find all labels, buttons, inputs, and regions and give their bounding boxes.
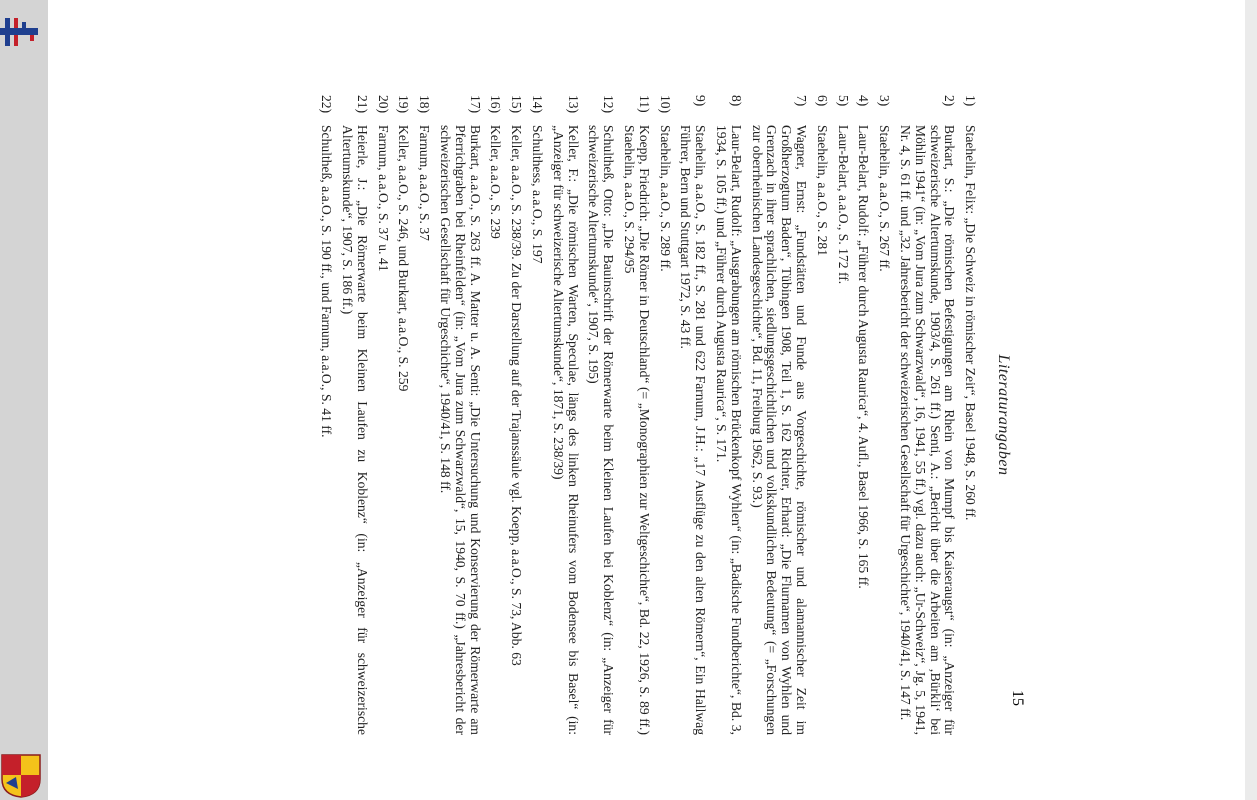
- reference-number: 13): [565, 95, 581, 114]
- page-heading: Literaturangaben: [995, 354, 1012, 476]
- reference-text: Koepp, Friedrich: „Die Römer in Deutschland“ (= „Monographien zur Weltgeschichte“, Bd. 22, 1926, S. 89 ff.) Staehelin, a.a.O., S. 294/95: [622, 125, 652, 735]
- reference-number: 17): [467, 95, 483, 114]
- viewer-sidebar: [0, 0, 48, 800]
- reference-text: Burkart, a.a.O., S. 263 ff. A. Matter u. A. Senti: „Die Untersuchung und Konservierung der Römerwarte am Pferrichgraben bei Rheinfelden“ (in: „Vom Jura zum Schwarzwald“, 15, 1940, S. 70 ff.) „Jahresbericht der schweizerischen Gesellschaft für Urgeschichte“, 1940/41, S. 148 ff.: [438, 125, 483, 735]
- reference-entry: [897, 95, 956, 735]
- reference-number: 2): [942, 95, 958, 107]
- page-number: 15: [1009, 690, 1026, 706]
- reference-number: 11): [636, 95, 652, 113]
- reference-number: 10): [657, 95, 673, 114]
- reference-number: 18): [417, 95, 433, 114]
- reference-number: 21): [354, 95, 370, 114]
- reference-number: 3): [877, 95, 893, 107]
- reference-entry: [488, 95, 503, 735]
- viewer-right-strip: [1245, 0, 1257, 800]
- reference-number: 19): [396, 95, 412, 114]
- reference-text: Staehelin, a.a.O., S. 281: [814, 125, 830, 257]
- reference-number: 15): [509, 95, 525, 114]
- reference-entry: [396, 95, 411, 735]
- reference-number: 14): [530, 95, 546, 114]
- reference-text: Farnum, a.a.O., S. 37 u. 41: [375, 125, 391, 272]
- reference-entry: [417, 95, 432, 735]
- reference-entry: [508, 95, 523, 735]
- reference-text: Laur-Belart, Rudolf: „Führer durch Augusta Raurica“, 4. Aufl., Basel 1966, S. 165 ff.: [856, 125, 872, 589]
- reference-entry: [375, 95, 390, 735]
- reference-text: Schultheß, a.a.O., S. 190 ff., und Farnum, a.a.O., S. 41 ff.: [319, 125, 335, 438]
- reference-number: 20): [375, 95, 391, 114]
- reference-text: Keller, a.a.O., S. 238/39. Zu der Darstellung auf der Trajanssäule vgl. Koepp, a.a.O., S. 73, Abb. 63: [509, 125, 525, 666]
- reference-number: 4): [856, 95, 872, 107]
- reference-entry: [621, 95, 651, 735]
- reference-text: Staehelin, Felix: „Die Schweiz in römischer Zeit“, Basel 1948, S. 260 ff.: [963, 125, 979, 521]
- references-list: [313, 95, 1016, 735]
- reference-text: Heierle, J.: „Die Römerwarte beim Kleinen Laufen zu Koblenz“ (in: „Anzeiger für schweizerische Altertumskunde“, 1907, S. 186 ff.): [340, 125, 370, 735]
- reference-entry: [876, 95, 891, 735]
- reference-number: 6): [814, 95, 830, 107]
- reference-text: Wagner, Ernst: „Fundstätten und Funde aus Vorgeschichte, römischer und alamannischer Zeit im Großherzogtum Baden“, Tübingen 1908, Teil 1, S. 162 Richter, Erhard: „Die Flurnamen von Wyhlen und Grenzach in ihrer sprachlichen, siedlungsgeschichtlichen und volkskundlichen Bedeutung“ (= „Forschungen zur oberrheinischen Landesgeschichte“, Bd. 11, Freiburg 1962, S. 93.): [749, 125, 810, 735]
- reference-entry: [319, 95, 334, 735]
- scanned-page: [166, 0, 1046, 800]
- reference-entry: [962, 95, 977, 735]
- reference-entry: [550, 95, 580, 735]
- reference-entry: [678, 95, 708, 735]
- reference-entry: [339, 95, 369, 735]
- reference-text: Staehelin, a.a.O., S. 182 ff., S. 281 und 622 Farnum, J.H.: „17 Ausflüge zu den alten Römern“, Ein Hallwag Führer, Bern und Stuttgart 1972, S. 43 ff.: [678, 125, 709, 735]
- reference-number: 9): [693, 95, 709, 107]
- society-crest-icon: [0, 753, 42, 798]
- reference-number: 22): [319, 95, 335, 114]
- sidebar-text-rotated: [0, 0, 48, 800]
- reference-entry: [529, 95, 544, 735]
- reference-entries: [319, 95, 978, 735]
- reference-entry: [586, 95, 616, 735]
- reference-text: Farnum, a.a.O., S. 37: [417, 125, 433, 241]
- reference-number: 16): [488, 95, 504, 114]
- reference-text: Burkart, S.: „Die römischen Befestigungen am Rhein von Mumpf bis Kaiseraugst“ (in: „Anzeiger für schweizerische Altertumskunde, 1903/4, S. 261 ff.) Senti, A.: „Bericht über die Arbeiten am ‚Bürkli‘ bei Möhlin 1941“ (in: „Vom Jura zum Schwarzwald“, 16, 1941, 55 ff.) vgl. dazu auch: „Ur-Schweiz“, Jg. 5, 1941, Nr. 4, S. 61 ff. und „32. Jahresbericht der schweizerischen Gesellschaft für Urgeschichte“, 1940/41, S. 147 ff.: [898, 125, 958, 735]
- reference-text: Laur-Belart, a.a.O., S. 172 ff.: [835, 125, 851, 285]
- reference-number: 5): [835, 95, 851, 107]
- reference-number: 1): [963, 95, 979, 107]
- reference-entry: [657, 95, 672, 735]
- reference-text: Keller, a.a.O., S. 246, und Burkart, a.a.O., S. 259: [396, 125, 412, 392]
- reference-text: Staehelin, a.a.O., S. 267 ff.: [877, 125, 893, 272]
- reference-entry: [856, 95, 871, 735]
- reference-text: Keller, F.: „Die römischen Warten, Speculae, längs des linken Rheinufers vom Bodensee bis Basel“ (in: „Anzeiger für schweizerische Altertumskunde“, 1871, S. 238/39): [550, 125, 581, 735]
- reference-number: 12): [601, 95, 617, 114]
- reference-entry: [835, 95, 850, 735]
- reference-number: 8): [728, 95, 744, 107]
- reference-entry: [713, 95, 743, 735]
- reference-entry: [749, 95, 808, 735]
- reference-text: Staehelin, a.a.O., S. 289 ff.: [657, 125, 673, 272]
- reference-text: Schultheß, Otto: „Die Bauinschrift der Römerwarte beim Kleinen Laufen bei Koblenz“ (in: „Anzeiger für schweizerische Altertumskunde“, 1907, S. 195): [586, 125, 617, 735]
- reference-number: 7): [794, 95, 810, 107]
- reference-text: Laur-Belart, Rudolf: „Ausgrabungen am römischen Brückenkopf Wyhlen“ (in: „Badische Fundberichte“, Bd. 3, 1934, S. 105 ff.) und „Führer durch Augusta Raurica“, S. 171.: [714, 125, 744, 735]
- reference-text: Schulthess, a.a.O., S. 197: [530, 125, 546, 264]
- reference-text: Keller, a.a.O., S. 239: [488, 125, 504, 239]
- reference-entry: [437, 95, 481, 735]
- reference-entry: [814, 95, 829, 735]
